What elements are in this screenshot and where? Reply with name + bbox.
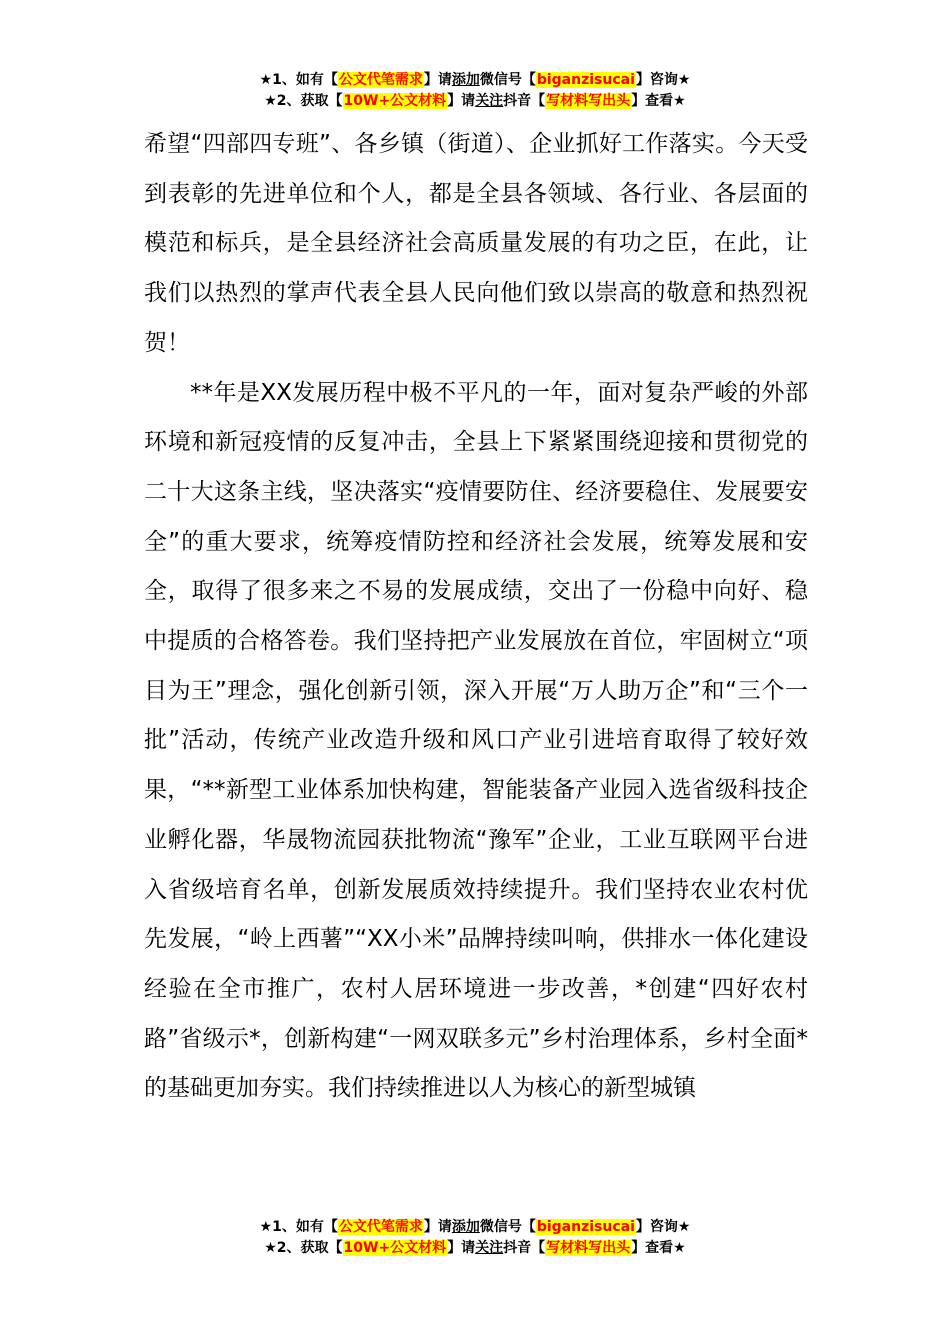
paragraph: **年是XX发展历程中极不平凡的一年，面对复杂严峻的外部环境和新冠疫情的反复冲击，全县上下紧紧围绕迎接和贯彻党的二十大这条主线，坚决落实“疫情要防住、经济要稳住、发展要安全”的重大要求，统筹疫情防控和经济社会发展，统筹发展和安全，取得了很多来之不易的发展成绩，交出了一份稳中向好、稳中提质的合格答卷。我们坚持把产业发展放在首位，牢固树立“项目为王”理念，强化创新引领，深入开展“万人助万企”和“三个一批”活动，传统产业改造升级和风口产业引进培育取得了较好效果，“**新型工业体系加快构建，智能装备产业园入选省级科技企业孵化器，华晟物流园获批物流“豫军”企业，工业互联网平台进入省级培育名单，创新发展质效持续提升。我们坚持农业农村优先发展，“岭上西薯”“XX小米”品牌持续叫响，供排水一体化建设经验在全市推广，农村人居环境进一步改善，*创建“四好农村路”省级示*，创新构建“一网双联多元”乡村治理体系，乡村全面*的基础更加夯实。我们持续推进以人为核心的新型城镇 <box>144 379 808 1102</box>
banner-line-2 <box>0 1238 950 1259</box>
banner-line-1 <box>0 70 950 91</box>
banner-text: 】请 <box>423 1219 452 1235</box>
banner-text: 抖音【 <box>503 93 546 109</box>
banner-emphasis: 关注 <box>475 93 504 109</box>
banner-highlight: 公文代笔需求 <box>338 72 423 88</box>
banner-emphasis: 关注 <box>475 1240 504 1256</box>
banner-douyin-account: 写材料写出头 <box>546 1240 631 1256</box>
banner-emphasis: 添加 <box>451 72 480 88</box>
banner-text: 】请 <box>447 93 476 109</box>
banner-emphasis: 添加 <box>451 1219 480 1235</box>
banner-text: 】请 <box>423 72 452 88</box>
banner-text: 】咨询★ <box>635 1219 691 1235</box>
banner-text: ★2、获取【 <box>264 1240 343 1256</box>
banner-text: 微信号【 <box>479 1219 536 1235</box>
banner-highlight: 公文代笔需求 <box>338 1219 423 1235</box>
banner-text: ★1、如有【 <box>259 72 338 88</box>
banner-highlight: 10W+公文材料 <box>343 93 447 109</box>
banner-text: 】查看★ <box>631 93 686 109</box>
header-banner <box>0 70 950 112</box>
banner-line-2 <box>0 91 950 112</box>
banner-douyin-account: 写材料写出头 <box>546 93 631 109</box>
paragraph: 希望“四部四专班”、各乡镇（街道）、企业抓好工作落实。今天受到表彰的先进单位和个人，都是全县各领域、各行业、各层面的模范和标兵，是全县经济社会高质量发展的有功之臣，在此，让我们以热烈的掌声代表全县人民向他们致以崇高的敬意和热烈祝贺！ <box>144 131 808 356</box>
document-body <box>144 120 808 1114</box>
banner-line-1 <box>0 1217 950 1238</box>
banner-text: 】咨询★ <box>635 72 691 88</box>
banner-highlight: 10W+公文材料 <box>343 1240 447 1256</box>
banner-text: 微信号【 <box>479 72 536 88</box>
banner-wechat-id: biganzisucai <box>536 72 635 88</box>
footer-banner <box>0 1217 950 1259</box>
banner-text: ★2、获取【 <box>264 93 343 109</box>
banner-text: 抖音【 <box>503 1240 546 1256</box>
banner-text: 】查看★ <box>631 1240 686 1256</box>
banner-text: 】请 <box>447 1240 476 1256</box>
banner-wechat-id: biganzisucai <box>536 1219 635 1235</box>
banner-text: ★1、如有【 <box>259 1219 338 1235</box>
